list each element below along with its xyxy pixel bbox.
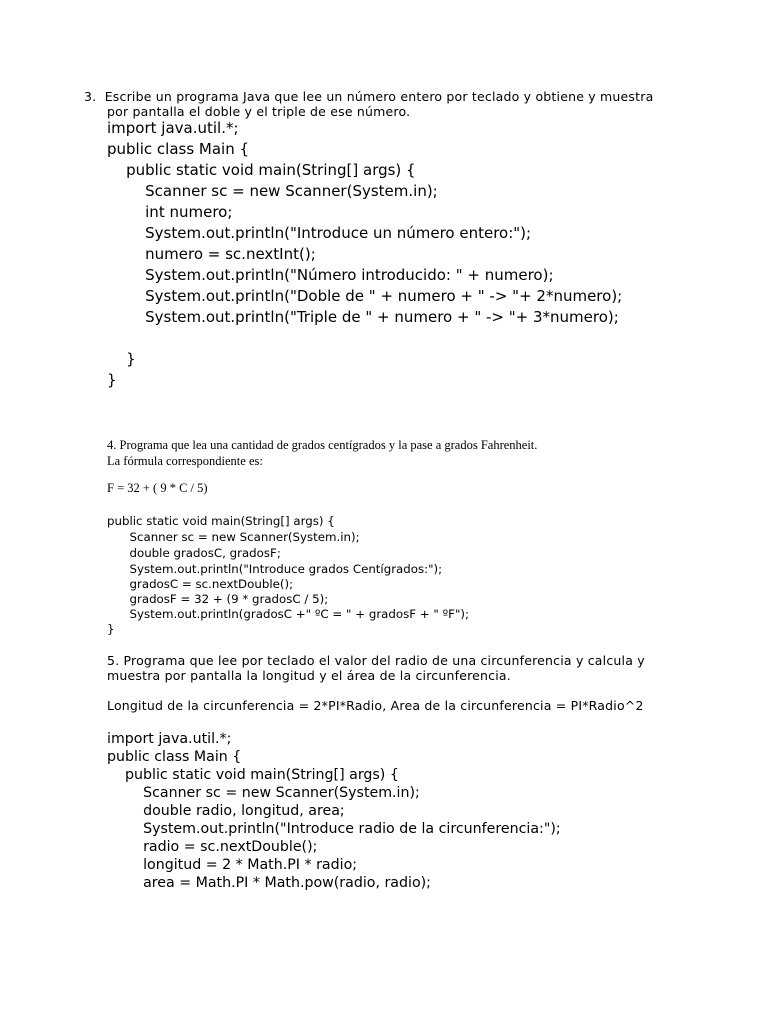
exercise-3-statement-line-2: por pantalla el doble y el triple de ese número. [107, 104, 411, 119]
code-line: public class Main { [107, 140, 250, 158]
code-line: longitud = 2 * Math.PI * radio; [107, 857, 358, 873]
code-line: import java.util.*; [107, 119, 239, 137]
exercise-3-statement-text: Escribe un programa Java que lee un número entero por teclado y obtiene y muestra [104, 89, 654, 104]
code-line: gradosF = 32 + (9 * gradosC / 5); [107, 592, 329, 606]
code-line: public class Main { [107, 749, 242, 765]
code-line: double radio, longitud, area; [107, 803, 345, 819]
code-line: radio = sc.nextDouble(); [107, 839, 318, 855]
exercise-5-statement-line-1: 5. Programa que lee por teclado el valor del radio de una circunferencia y calcula y [107, 653, 645, 668]
code-line: double gradosC, gradosF; [107, 546, 281, 560]
exercise-5-statement-line-2: muestra por pantalla la longitud y el área de la circunferencia. [107, 668, 511, 683]
code-line: public static void main(String[] args) { [107, 161, 416, 179]
exercise-3-number: 3. [84, 89, 97, 104]
code-line: int numero; [107, 203, 233, 221]
code-line: System.out.println("Introduce un número entero:"); [107, 224, 532, 242]
exercise-4-statement-line-2: La fórmula correspondiente es: [107, 454, 263, 468]
exercise-4-statement-line-1: 4. Programa que lea una cantidad de grados centígrados y la pase a grados Fahrenheit. [107, 438, 538, 452]
code-line: gradosC = sc.nextDouble(); [107, 577, 294, 591]
code-line: Scanner sc = new Scanner(System.in); [107, 785, 420, 801]
code-line: numero = sc.nextInt(); [107, 245, 316, 263]
code-line: public static void main(String[] args) { [107, 767, 399, 783]
code-line: } [107, 350, 136, 368]
code-line: area = Math.PI * Math.pow(radio, radio); [107, 875, 431, 891]
code-line: } [107, 622, 115, 636]
exercise-5-formula: Longitud de la circunferencia = 2*PI*Radio, Area de la circunferencia = PI*Radio^2 [107, 698, 644, 713]
exercise-3-statement-line-1 [84, 89, 653, 104]
code-line: public static void main(String[] args) { [107, 514, 335, 528]
code-line: Scanner sc = new Scanner(System.in); [107, 182, 438, 200]
exercise-4-formula: F = 32 + ( 9 * C / 5) [107, 481, 208, 495]
code-line: System.out.println(gradosC +" ºC = " + gradosF + " ºF"); [107, 607, 469, 621]
code-line: Scanner sc = new Scanner(System.in); [107, 530, 360, 544]
code-line: System.out.println("Doble de " + numero + " -> "+ 2*numero); [107, 287, 623, 305]
code-line: } [107, 371, 117, 389]
code-line: import java.util.*; [107, 731, 232, 747]
code-line: System.out.println("Introduce radio de la circunferencia:"); [107, 821, 561, 837]
code-line: System.out.println("Introduce grados Centígrados:"); [107, 562, 443, 576]
code-line: System.out.println("Número introducido: " + numero); [107, 266, 554, 284]
code-line: System.out.println("Triple de " + numero + " -> "+ 3*numero); [107, 308, 619, 326]
